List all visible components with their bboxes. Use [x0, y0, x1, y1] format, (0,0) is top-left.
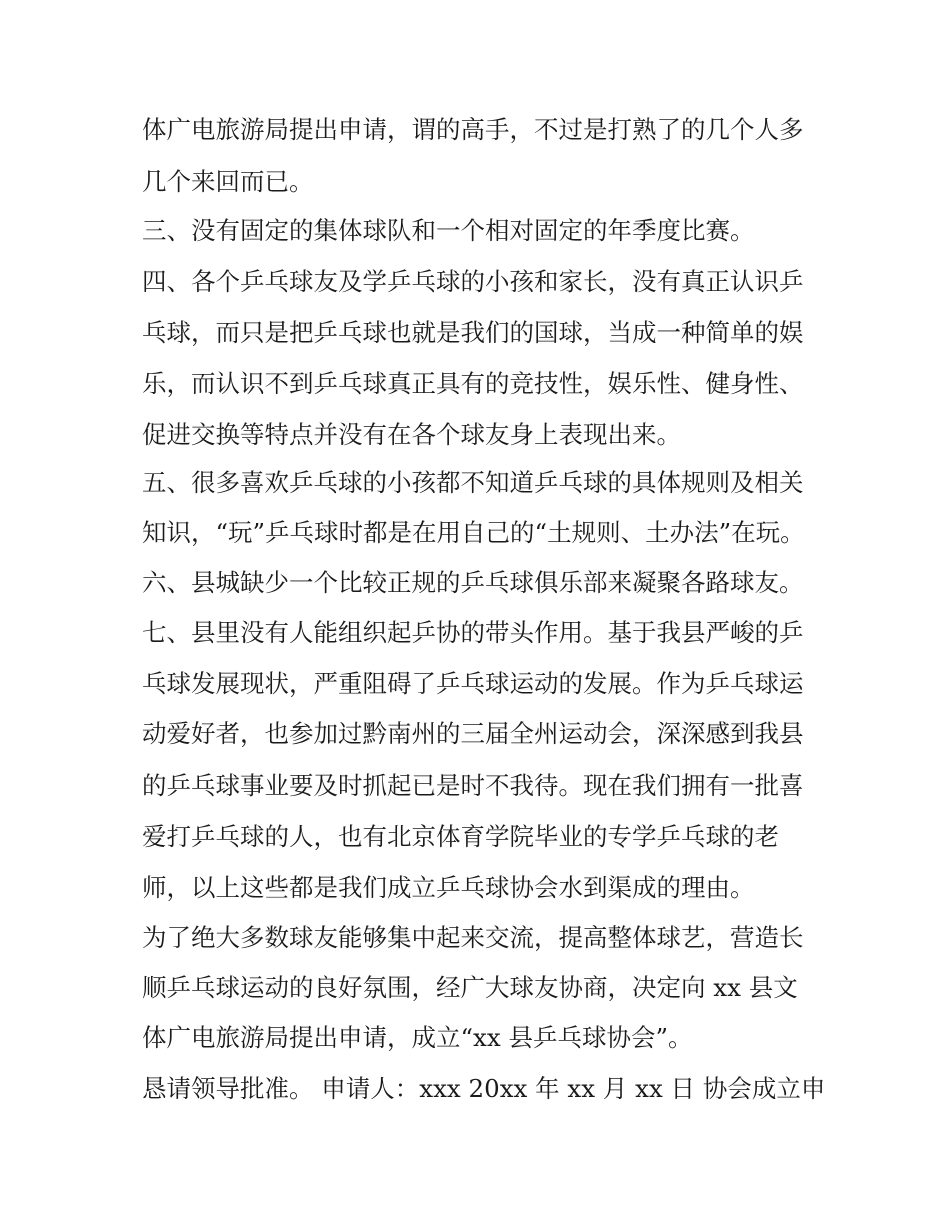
text-line-1: 体广电旅游局提出申请，谓的高手，不过是打熟了的几个人多: [142, 115, 804, 144]
text-line-10: 六、县城缺少一个比较正规的乒乓球俱乐部来凝聚各路球友。: [142, 568, 804, 597]
text-line-18: 顺乒乓球运动的良好氛围，经广大球友协商，决定向 xx 县文: [142, 973, 798, 1002]
text-line-15: 爱打乒乓球的人，也有北京体育学院毕业的专学乒乓球的老: [142, 822, 779, 851]
text-line-11: 七、县里没有人能组织起乒协的带头作用。基于我县严峻的乒: [142, 618, 804, 647]
text-line-2: 几个来回而已。: [142, 167, 314, 196]
text-line-16: 师，以上这些都是我们成立乒乓球协会水到渠成的理由。: [142, 873, 755, 902]
text-line-17: 为了绝大多数球友能够集中起来交流，提高整体球艺，营造长: [142, 923, 804, 952]
text-line-13: 动爱好者，也参加过黔南州的三届全州运动会，深深感到我县: [142, 719, 804, 748]
text-line-5: 乓球，而只是把乒乓球也就是我们的国球，当成一种简单的娱: [142, 318, 804, 347]
text-line-4: 四、各个乒乓球友及学乒乓球的小孩和家长，没有真正认识乒: [142, 267, 804, 296]
text-line-19: 体广电旅游局提出申请，成立“xx 县乒乓球协会”。: [142, 1023, 693, 1052]
text-line-12: 乓球发展现状，严重阻碍了乒乓球运动的发展。作为乒乓球运: [142, 669, 804, 698]
text-line-3: 三、没有固定的集体球队和一个相对固定的年季度比赛。: [142, 216, 755, 245]
text-line-9: 知识，“玩”乒乓球时都是在用自己的“土规则、土办法”在玩。: [142, 518, 805, 547]
text-line-20: 恳请领导批准。 申请人：xxx 20xx 年 xx 月 xx 日 协会成立申: [142, 1074, 826, 1103]
text-line-7: 促进交换等特点并没有在各个球友身上表现出来。: [142, 420, 681, 449]
text-line-14: 的乒乓球事业要及时抓起已是时不我待。现在我们拥有一批喜: [142, 771, 804, 800]
text-line-6: 乐，而认识不到乒乓球真正具有的竞技性，娱乐性、健身性、: [142, 369, 804, 398]
text-line-8: 五、很多喜欢乒乓球的小孩都不知道乒乓球的具体规则及相关: [142, 468, 804, 497]
